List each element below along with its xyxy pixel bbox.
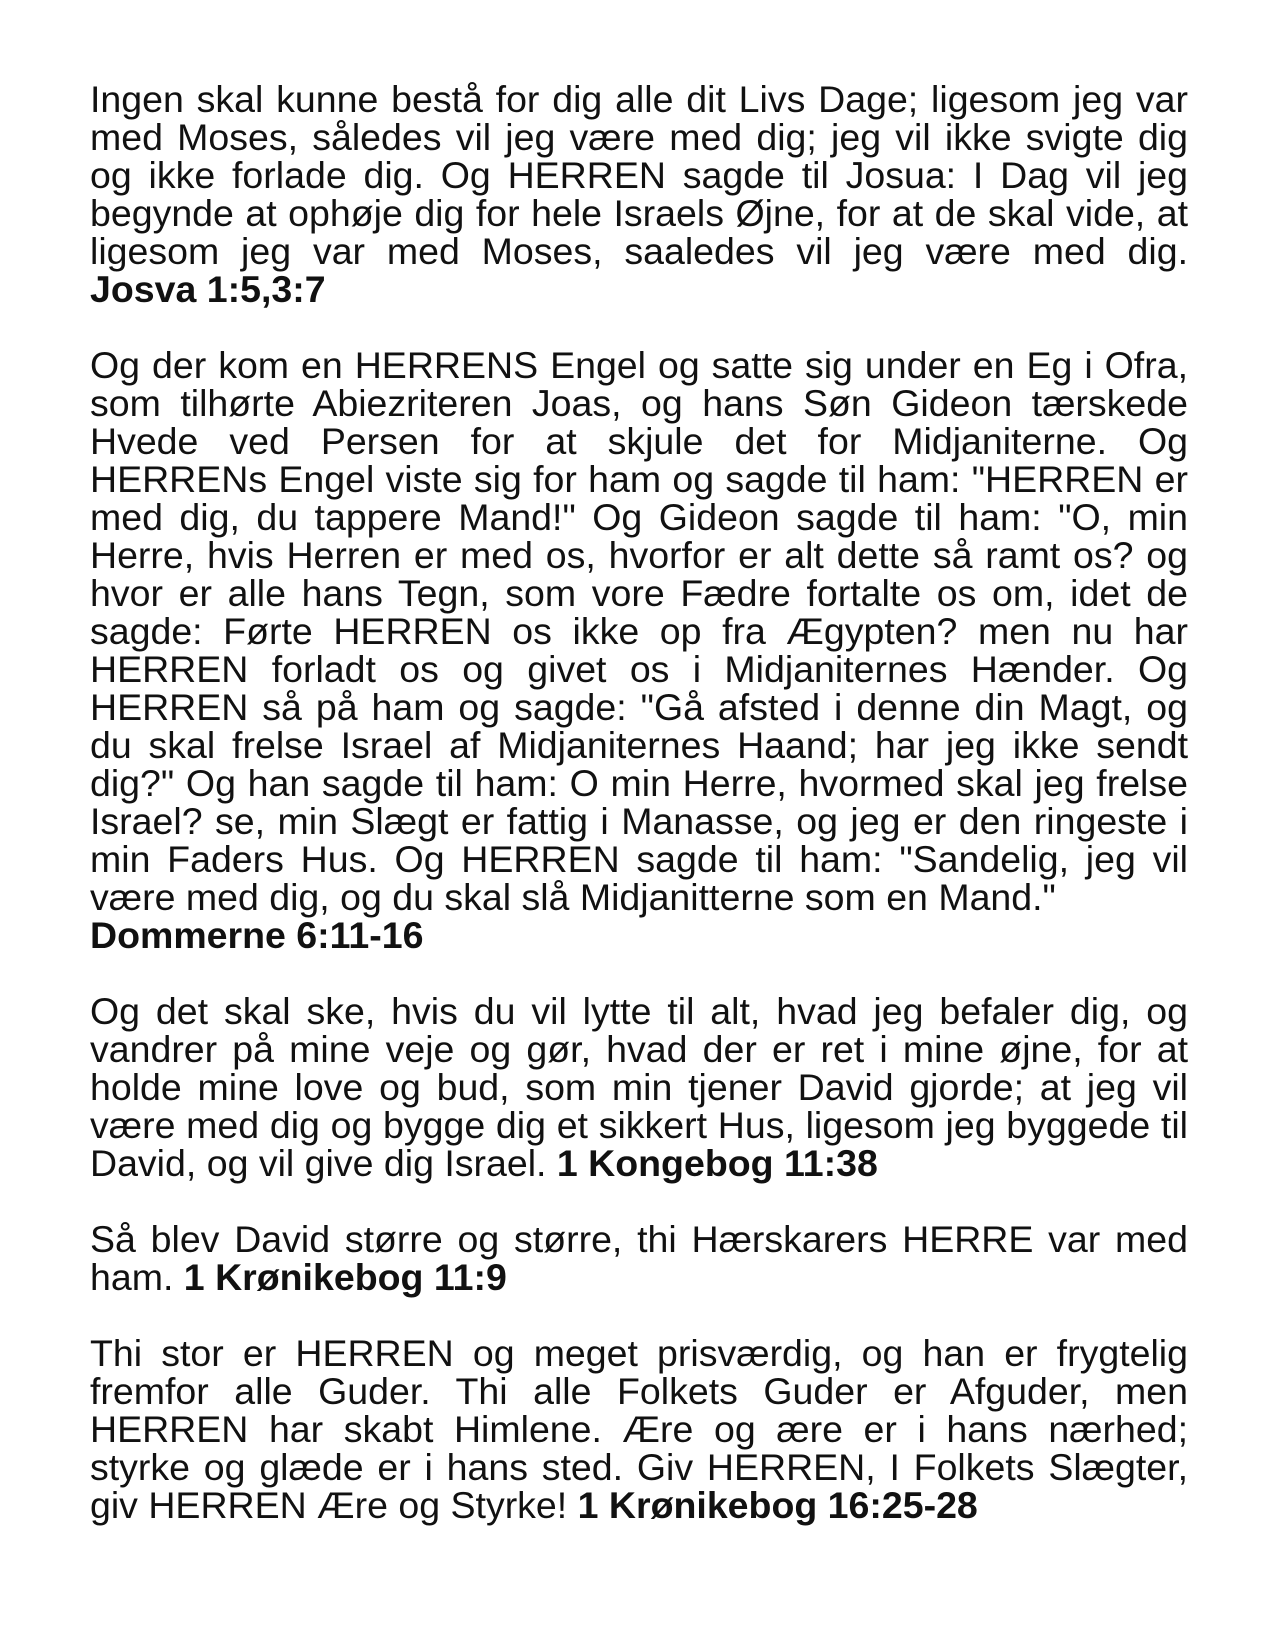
passage-1-kronikebog-16 bbox=[90, 1334, 1188, 1524]
passage-text: Og der kom en HERRENS Engel og satte sig under en Eg i Ofra, som tilhørte Abiezriteren Joas, og hans Søn Gideon tærskede Hvede ved Persen for at skjule det for Midjaniterne. Og HERRENs Engel viste sig for ham og sagde til ham: "HERREN er med dig, du tappere Mand!" Og Gideon sagde til ham: "O, min Herre, hvis Herren er med os, hvorfor er alt dette så ramt os? og hvor er alle hans Tegn, som vore Fædre fortalte os om, idet de sagde: Førte HERREN os ikke op fra Ægypten? men nu har HERREN forladt os og givet os i Midjaniternes Hænder. Og HERREN så på ham og sagde: "Gå afsted i denne din Magt, og du skal frelse Israel af Midjaniternes Haand; har jeg ikke sendt dig?" Og han sagde til ham: O min Herre, hvormed skal jeg frelse Israel? se, min Slægt er fattig i Manasse, og jeg er den ringeste i min Faders Hus. Og HERREN sagde til ham: "Sandelig, jeg vil være med dig, og du skal slå Midjanitterne som en Mand." bbox=[90, 344, 1188, 918]
scripture-reference: 1 Krønikebog 11:9 bbox=[183, 1256, 507, 1298]
scripture-reference: 1 Krønikebog 16:25-28 bbox=[577, 1484, 978, 1526]
passage-text: Thi stor er HERREN og meget prisværdig, og han er frygtelig fremfor alle Guder. Thi alle Folkets Guder er Afguder, men HERREN har skabt Himlene. Ære og ære er i hans nærhed; styrke og glæde er i hans sted. Giv HERREN, I Folkets Slægter, giv HERREN Ære og Styrke! bbox=[90, 1332, 1188, 1526]
passage-1-kongebog bbox=[90, 992, 1188, 1182]
scripture-reference: Dommerne 6:11-16 bbox=[90, 914, 424, 956]
passage-text: Så blev David større og større, thi Hærskarers HERRE var med ham. bbox=[90, 1218, 1188, 1298]
scripture-reference: 1 Kongebog 11:38 bbox=[556, 1142, 878, 1184]
passage-text: Ingen skal kunne bestå for dig alle dit Livs Dage; ligesom jeg var med Moses, således vil jeg være med dig; jeg vil ikke svigte dig og ikke forlade dig. Og HERREN sagde til Josua: I Dag vil jeg begynde at ophøje dig for hele Israels Øjne, for at de skal vide, at ligesom jeg var med Moses, saaledes vil jeg være med dig. bbox=[90, 78, 1188, 272]
passage-dommerne bbox=[90, 346, 1188, 954]
passage-josva bbox=[90, 80, 1188, 308]
scripture-reference: Josva 1:5,3:7 bbox=[90, 268, 326, 310]
passage-1-kronikebog-11 bbox=[90, 1220, 1188, 1296]
passage-text: Og det skal ske, hvis du vil lytte til alt, hvad jeg befaler dig, og vandrer på mine veje og gør, hvad der er ret i mine øjne, for at holde mine love og bud, som min tjener David gjorde; at jeg vil være med dig og bygge dig et sikkert Hus, ligesom jeg byggede til David, og vil give dig Israel. bbox=[90, 990, 1188, 1184]
document-page bbox=[90, 80, 1188, 1562]
